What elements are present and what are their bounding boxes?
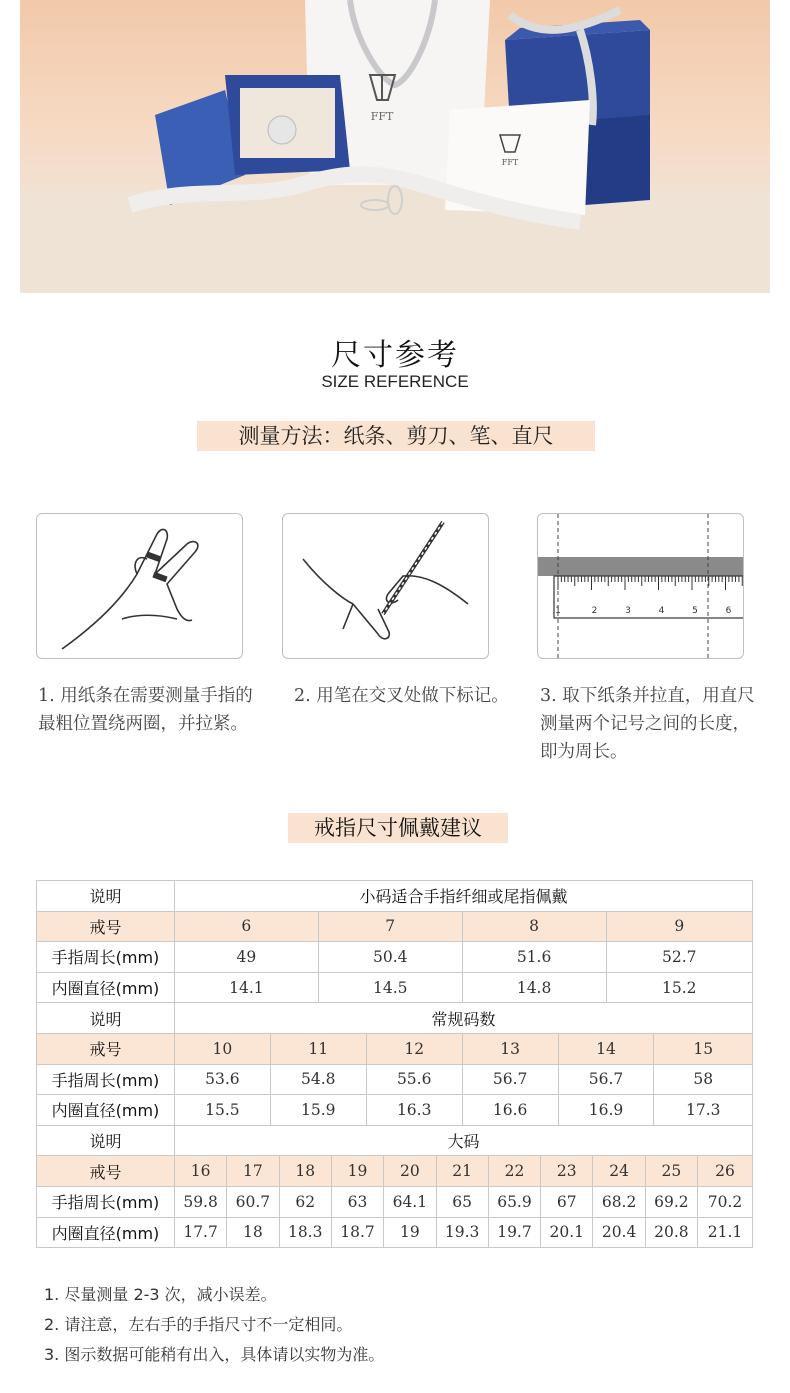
table-cell: 69.2 xyxy=(645,1186,697,1217)
table-cell: 14.1 xyxy=(174,972,318,1003)
row-label-desc: 说明 xyxy=(37,1125,175,1156)
table-cell: 23 xyxy=(541,1156,593,1187)
notes-list xyxy=(44,1280,384,1370)
table-row xyxy=(37,1095,753,1126)
table-cell: 21 xyxy=(436,1156,488,1187)
page-subtitle: SIZE REFERENCE xyxy=(321,372,469,391)
table-cell: 17 xyxy=(227,1156,279,1187)
table-row xyxy=(37,1003,753,1034)
ring-size-table xyxy=(36,880,753,1248)
size-advice-heading: 戒指尺寸佩戴建议 xyxy=(288,813,508,843)
table-cell: 18 xyxy=(279,1156,331,1187)
table-cell: 15.5 xyxy=(174,1095,270,1126)
note-item: 3. 图示数据可能稍有出入，具体请以实物为准。 xyxy=(44,1345,385,1364)
ruler-number: 1 xyxy=(555,606,561,616)
row-label-circ: 手指周长(mm) xyxy=(37,1064,175,1095)
table-cell: 19.3 xyxy=(436,1217,488,1248)
group-description: 大码 xyxy=(174,1125,752,1156)
table-cell: 19 xyxy=(331,1156,383,1187)
table-cell: 6 xyxy=(174,911,318,942)
table-cell: 70.2 xyxy=(698,1186,753,1217)
ruler-icon xyxy=(538,514,744,659)
table-cell: 19.7 xyxy=(488,1217,540,1248)
table-row xyxy=(37,942,753,973)
table-cell: 21.1 xyxy=(698,1217,753,1248)
row-label-size: 戒号 xyxy=(37,911,175,942)
table-cell: 56.7 xyxy=(558,1064,654,1095)
row-label-size: 戒号 xyxy=(37,1033,175,1064)
table-cell: 56.7 xyxy=(462,1064,558,1095)
table-cell: 15 xyxy=(654,1033,753,1064)
card-logo-text: FFT xyxy=(501,158,519,167)
table-cell: 19 xyxy=(384,1217,436,1248)
pen-mark-icon xyxy=(283,514,489,659)
table-cell: 64.1 xyxy=(384,1186,436,1217)
table-row xyxy=(37,911,753,942)
table-cell: 20.8 xyxy=(645,1217,697,1248)
ruler-number: 2 xyxy=(591,606,598,616)
table-cell: 16.6 xyxy=(462,1095,558,1126)
jewelry-gift-scene xyxy=(20,0,770,293)
group-description: 常规码数 xyxy=(174,1003,752,1034)
table-cell: 22 xyxy=(488,1156,540,1187)
step-1-illustration xyxy=(36,513,243,659)
table-cell: 16.9 xyxy=(558,1095,654,1126)
table-cell: 53.6 xyxy=(174,1064,270,1095)
row-label-desc: 说明 xyxy=(37,881,175,912)
table-cell: 8 xyxy=(462,911,606,942)
ruler-number: 4 xyxy=(658,606,665,616)
table-row xyxy=(37,1033,753,1064)
row-label-diam: 内圈直径(mm) xyxy=(37,1095,175,1126)
step-3-illustration xyxy=(537,513,744,659)
table-row xyxy=(37,1186,753,1217)
table-cell: 16.3 xyxy=(366,1095,462,1126)
table-row xyxy=(37,1217,753,1248)
table-cell: 65 xyxy=(436,1186,488,1217)
table-cell: 51.6 xyxy=(462,942,606,973)
table-cell: 20.4 xyxy=(593,1217,645,1248)
table-cell: 68.2 xyxy=(593,1186,645,1217)
table-row xyxy=(37,1125,753,1156)
measurement-tools-banner: 测量方法：纸条、剪刀、笔、直尺 xyxy=(197,421,595,451)
row-label-circ: 手指周长(mm) xyxy=(37,1186,175,1217)
table-cell: 17.7 xyxy=(174,1217,226,1248)
step-2-text: 2. 用笔在交叉处做下标记。 xyxy=(294,686,509,706)
table-cell: 13 xyxy=(462,1033,558,1064)
table-cell: 60.7 xyxy=(227,1186,279,1217)
table-cell: 58 xyxy=(654,1064,753,1095)
row-label-diam: 内圈直径(mm) xyxy=(37,972,175,1003)
table-cell: 55.6 xyxy=(366,1064,462,1095)
table-cell: 26 xyxy=(698,1156,753,1187)
table-cell: 62 xyxy=(279,1186,331,1217)
group-description: 小码适合手指纤细或尾指佩戴 xyxy=(174,881,752,912)
table-cell: 65.9 xyxy=(488,1186,540,1217)
note-item: 1. 尽量测量 2-3 次，减小误差。 xyxy=(44,1285,277,1304)
table-cell: 59.8 xyxy=(174,1186,226,1217)
table-cell: 50.4 xyxy=(318,942,462,973)
hand-wrap-icon xyxy=(37,514,243,659)
table-cell: 14 xyxy=(558,1033,654,1064)
table-cell: 12 xyxy=(366,1033,462,1064)
table-cell: 9 xyxy=(606,911,752,942)
table-cell: 10 xyxy=(174,1033,270,1064)
row-label-diam: 内圈直径(mm) xyxy=(37,1217,175,1248)
table-cell: 18 xyxy=(227,1217,279,1248)
table-cell: 63 xyxy=(331,1186,383,1217)
ruler-number: 3 xyxy=(625,606,631,616)
table-cell: 54.8 xyxy=(270,1064,366,1095)
note-item: 2. 请注意，左右手的手指尺寸不一定相同。 xyxy=(44,1315,353,1334)
table-cell: 20.1 xyxy=(541,1217,593,1248)
table-cell: 18.7 xyxy=(331,1217,383,1248)
ruler-number: 6 xyxy=(725,606,732,616)
table-row xyxy=(37,972,753,1003)
row-label-circ: 手指周长(mm) xyxy=(37,942,175,973)
table-cell: 17.3 xyxy=(654,1095,753,1126)
table-cell: 7 xyxy=(318,911,462,942)
table-cell: 11 xyxy=(270,1033,366,1064)
step-2-illustration xyxy=(282,513,489,659)
table-cell: 52.7 xyxy=(606,942,752,973)
page-title: 尺寸参考 xyxy=(331,338,459,373)
table-cell: 20 xyxy=(384,1156,436,1187)
row-label-desc: 说明 xyxy=(37,1003,175,1034)
table-cell: 14.5 xyxy=(318,972,462,1003)
table-row xyxy=(37,881,753,912)
table-cell: 25 xyxy=(645,1156,697,1187)
table-cell: 67 xyxy=(541,1186,593,1217)
hero-product-image xyxy=(20,0,770,293)
brand-logo-text: FFT xyxy=(370,110,394,123)
table-cell: 24 xyxy=(593,1156,645,1187)
table-cell: 14.8 xyxy=(462,972,606,1003)
table-row xyxy=(37,1064,753,1095)
row-label-size: 戒号 xyxy=(37,1156,175,1187)
table-cell: 15.2 xyxy=(606,972,752,1003)
step-1-text: 1. 用纸条在需要测量手指的最粗位置绕两圈，并拉紧。 xyxy=(38,686,253,734)
table-cell: 15.9 xyxy=(270,1095,366,1126)
table-cell: 16 xyxy=(174,1156,226,1187)
table-row xyxy=(37,1156,753,1187)
ruler-number: 5 xyxy=(692,606,698,616)
table-cell: 49 xyxy=(174,942,318,973)
table-cell: 18.3 xyxy=(279,1217,331,1248)
step-3-text: 3. 取下纸条并拉直，用直尺测量两个记号之间的长度，即为周长。 xyxy=(540,686,755,762)
